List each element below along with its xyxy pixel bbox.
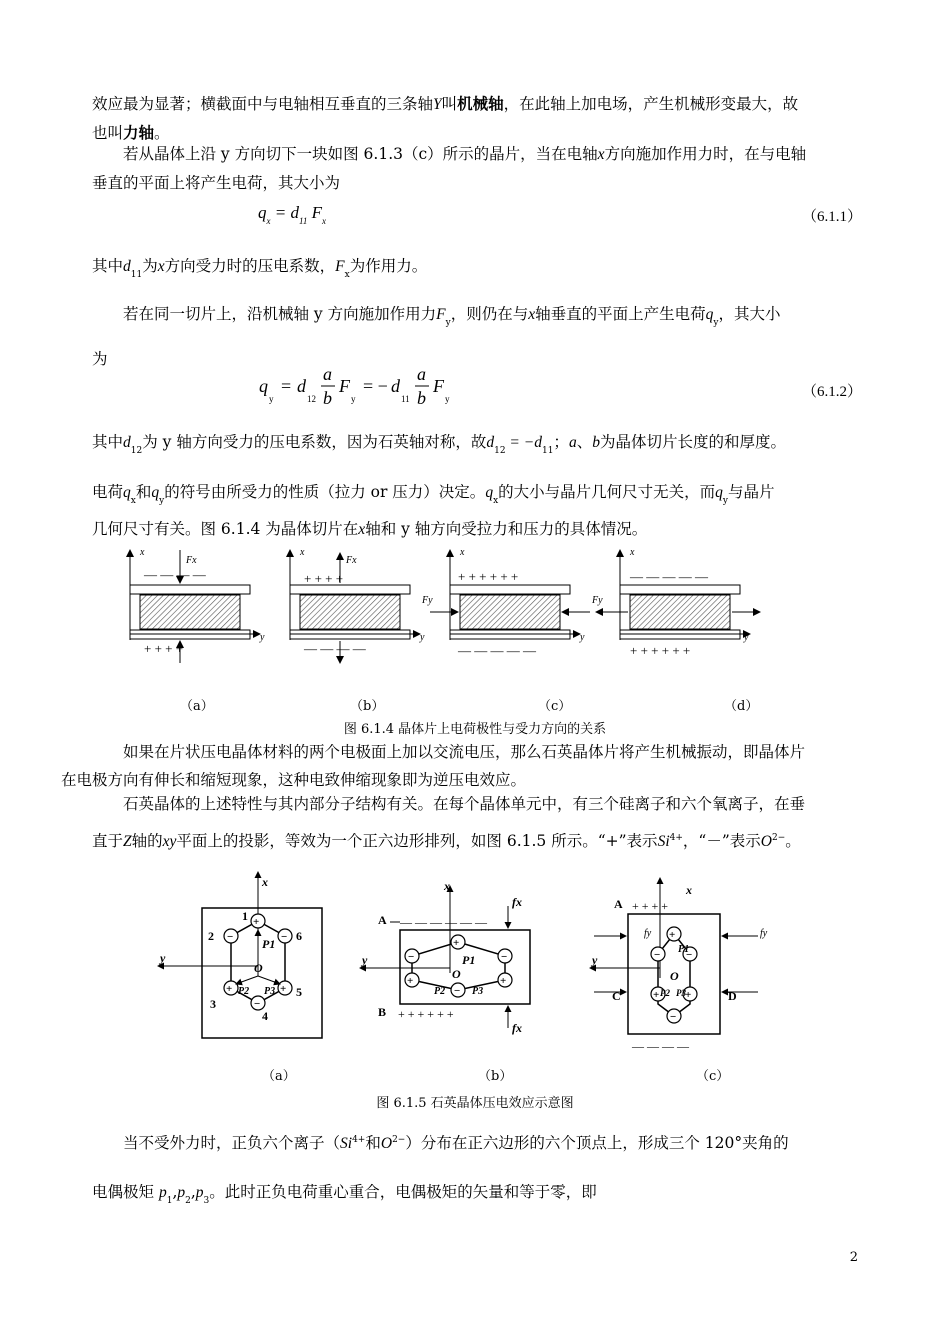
var-Z: Z <box>123 833 132 851</box>
svg-text:a: a <box>323 364 332 384</box>
var-b: b <box>592 434 600 451</box>
force-label: Fy <box>592 595 603 606</box>
figure-6-1-4 <box>100 545 860 665</box>
text: 的符号由所受力的性质（拉力 or 压力）决定。 <box>164 483 486 501</box>
ion-number: 4 <box>262 1009 268 1023</box>
electrode-label: D <box>728 989 737 1003</box>
text: 几何尺寸有关。图 6.1.4 为晶体切片在 <box>92 520 359 538</box>
svg-text:+: + <box>653 989 660 1001</box>
svg-text:+: + <box>685 989 692 1001</box>
text: 和 <box>135 483 152 501</box>
text: 当不受外力时，正负六个离子（ <box>123 1134 341 1153</box>
sup: 4+ <box>669 833 683 843</box>
term-force-axis: 力轴 <box>123 124 155 142</box>
term-mechanical-axis: 机械轴 <box>457 95 504 113</box>
text: 的大小与晶片几何尺寸无关，而 <box>498 483 716 501</box>
var-Si: Si <box>340 1135 353 1153</box>
dipole-label: P1 <box>678 944 690 955</box>
paragraph-5 <box>92 428 862 465</box>
electrode-label: A <box>378 913 387 927</box>
charge-top: — — — — <box>144 567 206 582</box>
force-label: Fx <box>186 555 197 566</box>
axis-x-label: x <box>460 547 465 558</box>
dipole-label: P1 <box>462 953 476 967</box>
svg-text:+: + <box>280 983 287 995</box>
svg-text:+: + <box>669 929 676 941</box>
sub: 11 <box>130 270 143 280</box>
fig-c <box>421 547 590 658</box>
figure-6-1-5 <box>150 868 800 1058</box>
charge-top: — — — — — <box>630 569 708 584</box>
text: 。 <box>154 124 170 142</box>
eq-q: q <box>258 203 267 222</box>
svg-text:y: y <box>445 394 450 404</box>
text: 轴的 <box>131 832 163 851</box>
ion-number: 3 <box>210 997 216 1011</box>
force-label: Fy <box>422 595 433 606</box>
eq-sub: x <box>321 216 326 226</box>
sub: y <box>722 496 728 506</box>
paragraph-1 <box>92 90 862 147</box>
charge-bottom: — — — — — <box>458 643 536 658</box>
text: 、 <box>576 433 593 451</box>
charge-top: + + + + <box>632 899 669 913</box>
text: 直于 <box>92 832 124 851</box>
var-xy: xy <box>162 833 177 851</box>
svg-text:= −: = − <box>363 376 388 396</box>
svg-text:b: b <box>417 388 426 408</box>
var-p: p <box>177 1184 186 1202</box>
axis-y-label: y <box>260 632 265 643</box>
axis-x-label: x <box>140 547 145 558</box>
text: 。 <box>785 832 801 851</box>
var-d: d <box>123 258 131 275</box>
origin-label: O <box>452 967 461 981</box>
svg-text:y: y <box>351 394 356 404</box>
axis-y-label: y <box>744 632 749 643</box>
text: 为 y 轴方向受力的压电系数，因为石英轴对称，故 <box>142 433 487 451</box>
dipole-label: P3 <box>472 986 484 997</box>
charge-top: + + + + + + <box>458 569 519 584</box>
text: 和 <box>365 1134 381 1153</box>
svg-text:a: a <box>417 364 426 384</box>
fig-c <box>590 878 768 1053</box>
eq-sub: x <box>266 216 271 226</box>
var-Y: Y <box>433 96 442 113</box>
text: 电偶极矩 <box>92 1183 155 1202</box>
text: ，其大小 <box>718 305 781 323</box>
charge-bottom: — — — — <box>632 1039 689 1053</box>
paragraph-3 <box>92 252 862 289</box>
var-q: q <box>123 484 131 501</box>
var-x: x <box>528 306 536 323</box>
ion-number: 2 <box>208 929 214 943</box>
axis-y-label: y <box>592 953 598 967</box>
equation-number: （6.1.2） <box>801 384 862 400</box>
sub: y <box>159 496 165 506</box>
eq-F: F <box>311 203 322 222</box>
eq-sub: 11 <box>298 216 308 226</box>
var-a: a <box>568 434 577 451</box>
sup: 2− <box>771 833 786 843</box>
text: , <box>172 1183 178 1202</box>
svg-text:+: + <box>453 937 460 949</box>
electrode-label: B <box>378 1005 387 1019</box>
page-number: 2 <box>849 1250 858 1265</box>
svg-text:b: b <box>323 388 332 408</box>
sub: 1 <box>166 1196 173 1207</box>
svg-text:F: F <box>433 376 444 396</box>
charge-bottom: — — — — <box>304 641 366 656</box>
text: 石英晶体的上述特性与其内部分子结构有关。在每个晶体单元中，有三个硅离子和六个氧离子，在垂 <box>123 795 806 813</box>
text: 其中 <box>92 257 124 275</box>
text: 为 <box>92 350 108 368</box>
svg-text:F: F <box>339 376 350 396</box>
text: 方向施加作用力时，在与电轴 <box>604 145 807 163</box>
text: 若在同一切片上，沿机械轴 y 方向施加作用力 <box>123 305 437 323</box>
text: , <box>190 1183 196 1202</box>
subfigure-label: （d） <box>724 699 759 714</box>
text: ，在此轴上加电场，产生机械形变最大，故 <box>503 95 799 113</box>
eq-mid: = −d <box>505 434 542 451</box>
svg-text:q: q <box>259 376 268 396</box>
text: ，则仍在与 <box>450 305 529 323</box>
sub: 11 <box>541 446 554 456</box>
fig-d <box>591 547 760 658</box>
force-label: fx <box>512 895 522 909</box>
axis-x-label: x <box>630 547 635 558</box>
force-label: fx <box>512 1021 522 1035</box>
force-label: fy <box>760 928 768 939</box>
var-F: F <box>436 306 446 323</box>
svg-text:−: − <box>501 951 508 963</box>
svg-text:−: − <box>686 949 693 961</box>
text: 为晶体切片长度的和厚度。 <box>599 433 786 451</box>
sub: x <box>130 496 136 506</box>
figure-caption: 图 6.1.4 晶体片上电荷极性与受力方向的关系 <box>343 722 607 737</box>
svg-text:−: − <box>254 998 261 1010</box>
sub: 3 <box>203 1196 210 1207</box>
fig-b <box>360 879 530 1035</box>
charge-bottom: + + + + + + <box>398 1007 454 1021</box>
text: 效应最为显著；横截面中与电轴相互垂直的三条轴 <box>92 95 434 113</box>
var-d: d <box>486 434 495 451</box>
text: 其中 <box>92 433 124 451</box>
text: ）分布在正六边形的六个顶点上，形成三个 120°夹角的 <box>405 1134 789 1153</box>
var-q: q <box>151 484 160 501</box>
sub: x <box>493 496 499 506</box>
sub: 12 <box>130 446 143 456</box>
axis-y-label: y <box>580 632 585 643</box>
svg-text:11: 11 <box>401 394 410 404</box>
electrode-label: A <box>614 897 623 911</box>
text: ； <box>553 433 569 451</box>
sup: 4+ <box>352 1135 366 1145</box>
svg-text:−: − <box>408 951 415 963</box>
paragraph-7 <box>61 738 862 794</box>
svg-text:12: 12 <box>307 394 316 404</box>
fig-a <box>158 872 322 1038</box>
force-label: fy <box>644 928 652 939</box>
charge-bottom: + + + + <box>144 641 184 656</box>
var-d: d <box>123 434 131 451</box>
subfigure-label: （c） <box>538 699 572 714</box>
sub: 2 <box>185 1196 191 1207</box>
axis-x-label: x <box>444 879 450 893</box>
text: 也叫 <box>92 124 124 142</box>
text: 如果在片状压电晶体材料的两个电极面上加以交流电压，那么石英晶体片将产生机械振动，即晶体片 <box>123 743 806 761</box>
subfigure-label: （b） <box>350 699 385 714</box>
fig-b <box>290 547 425 663</box>
subfigure-label: （b） <box>478 1069 513 1084</box>
ion-number: 6 <box>296 929 302 943</box>
charge-bottom: + + + + + + <box>630 643 691 658</box>
var-q: q <box>715 484 723 501</box>
ion-number: 1 <box>242 909 248 923</box>
text: 垂直的平面上将产生电荷，其大小为 <box>92 174 341 192</box>
axis-x-label: x <box>686 883 692 897</box>
figure-caption: 图 6.1.5 石英晶体压电效应示意图 <box>376 1096 574 1111</box>
paragraph-6 <box>92 478 862 544</box>
var-q: q <box>485 484 494 501</box>
sub: y <box>445 318 451 328</box>
equation-6-1-2 <box>255 362 515 412</box>
text: 在电极方向有伸长和缩短现象，这种电致伸缩现象即为逆压电效应。 <box>61 771 527 789</box>
axis-y-label: y <box>160 951 166 965</box>
eq-d: = d <box>274 203 299 222</box>
sub: x <box>344 270 350 280</box>
text: 方向受力时的压电系数， <box>164 257 336 275</box>
text: 平面上的投影，等效为一个正六边形排列，如图 6.1.5 所示。“+”表示 <box>176 832 658 851</box>
var-p: p <box>195 1184 204 1202</box>
var-p: p <box>158 1184 167 1202</box>
var-x: x <box>358 521 366 538</box>
origin-label: O <box>254 961 263 975</box>
var-q: q <box>705 306 714 323</box>
dipole-label: P2 <box>660 988 670 998</box>
svg-text:+: + <box>226 983 233 995</box>
text-line <box>61 824 801 856</box>
charge-top: + + + + <box>304 571 344 586</box>
svg-text:=: = <box>281 376 292 396</box>
text: 轴和 y 轴方向受拉力和压力的具体情况。 <box>365 520 648 538</box>
var-O: O <box>760 833 772 851</box>
subfigure-label: （a） <box>180 699 214 714</box>
svg-text:−: − <box>281 931 288 943</box>
force-label: Fx <box>346 555 357 566</box>
paragraph-2 <box>92 140 862 197</box>
axis-x-label: x <box>262 875 268 889</box>
svg-text:+: + <box>500 975 507 987</box>
svg-text:−: − <box>654 949 661 961</box>
paragraph-8 <box>92 790 862 856</box>
text: 与晶片 <box>728 483 775 501</box>
text: 为作用力。 <box>349 257 428 275</box>
subfigure-label: （a） <box>262 1069 296 1084</box>
text: 电荷 <box>92 483 124 501</box>
svg-text:−: − <box>227 931 234 943</box>
axis-y-label: y <box>420 632 425 643</box>
text: 轴垂直的平面上产生电荷 <box>535 305 706 323</box>
var-Si: Si <box>657 833 670 851</box>
var-x: x <box>597 146 605 163</box>
var-x: x <box>157 258 165 275</box>
var-F: F <box>335 258 345 275</box>
dipole-label: P2 <box>238 986 250 997</box>
sub: y <box>713 318 719 328</box>
paragraph-9 <box>92 1126 862 1215</box>
fig-a <box>130 547 265 663</box>
dipole-label: P3 <box>264 986 276 997</box>
origin-label: O <box>670 969 679 983</box>
text: 若从晶体上沿 y 方向切下一块如图 6.1.3（c）所示的晶片，当在电轴 <box>123 145 598 163</box>
var-O: O <box>380 1135 393 1153</box>
text: ，“－”表示 <box>682 832 761 851</box>
svg-text:−: − <box>670 1011 677 1023</box>
equation-6-1-1 <box>258 203 326 226</box>
electrode-label: C <box>612 989 621 1003</box>
sup: 2− <box>392 1135 406 1145</box>
text-line <box>61 1178 597 1215</box>
text: 叫 <box>441 95 458 113</box>
dipole-label: P1 <box>262 937 276 951</box>
ion-number: 5 <box>296 985 302 999</box>
equation-number: （6.1.1） <box>801 209 862 225</box>
svg-text:d: d <box>297 376 306 396</box>
svg-text:+: + <box>407 975 414 987</box>
svg-text:−: − <box>454 985 461 997</box>
dipole-label: P3 <box>676 988 686 998</box>
subfigure-label: （c） <box>696 1069 730 1084</box>
axis-x-label: x <box>300 547 305 558</box>
svg-text:+: + <box>253 916 260 928</box>
charge-top: — — — — — — <box>400 915 487 929</box>
text: 为 <box>142 257 158 275</box>
sub: 12 <box>494 446 506 456</box>
dipole-label: P2 <box>434 986 446 997</box>
text: 。此时正负电荷重心重合，电偶极矩的矢量和等于零，即 <box>209 1183 597 1202</box>
svg-text:d: d <box>391 376 400 396</box>
svg-text:y: y <box>269 394 274 404</box>
axis-y-label: y <box>362 953 368 967</box>
